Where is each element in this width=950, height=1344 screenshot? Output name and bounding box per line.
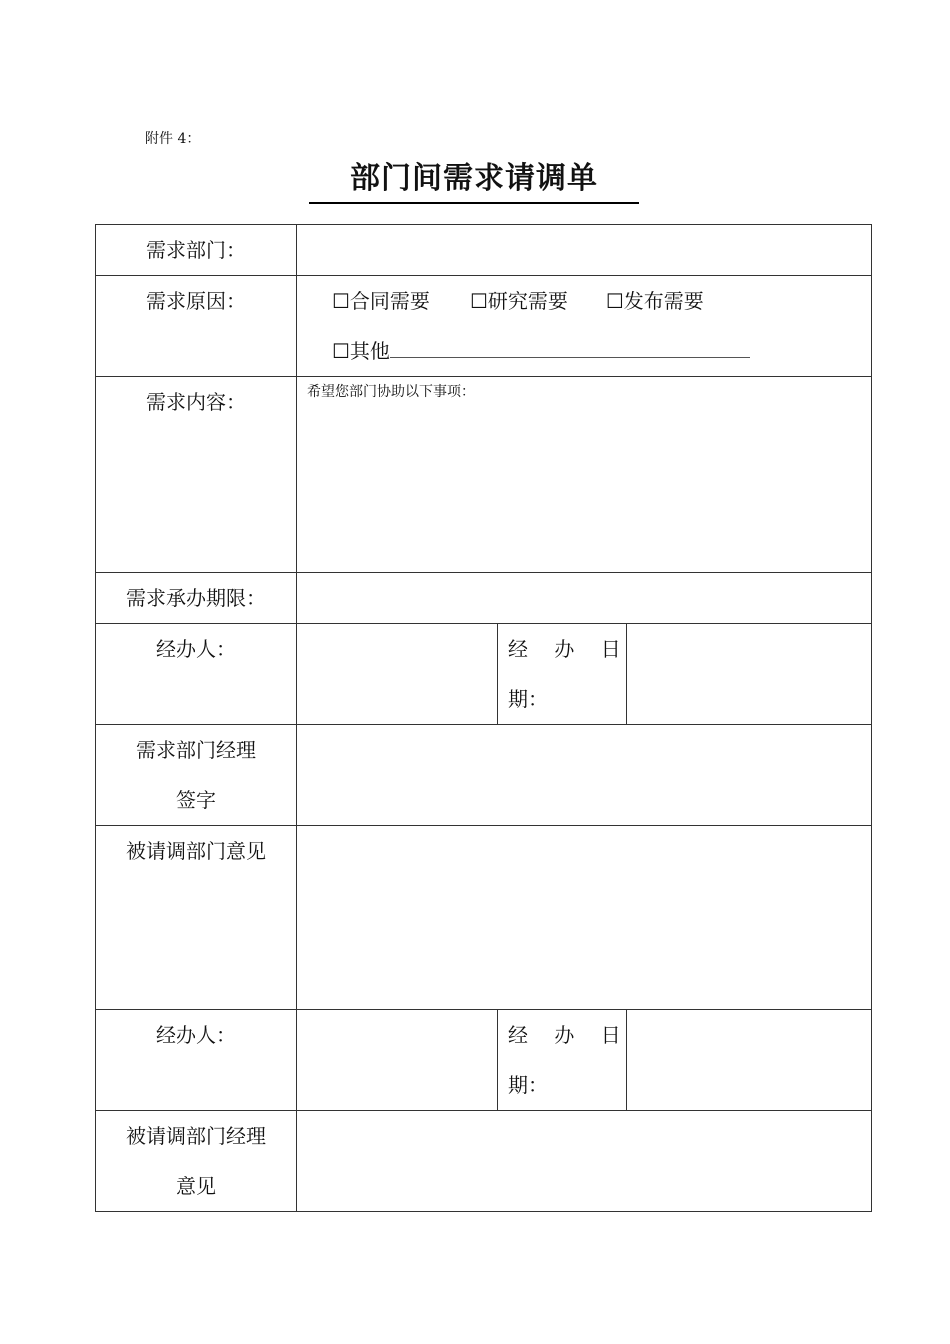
requested-opinion-label: 被请调部门意见 — [96, 826, 297, 1010]
handle-date2-char-1: 经 — [508, 1023, 528, 1047]
handle-date-char-1: 经 — [508, 637, 528, 661]
deadline-label: 需求承办期限： — [96, 573, 297, 624]
handle-date-field[interactable] — [627, 624, 872, 725]
manager-sign-field[interactable] — [297, 725, 872, 826]
content-label: 需求内容： — [96, 377, 297, 573]
manager-sign-line1: 需求部门经理 — [136, 738, 256, 762]
manager-sign-label — [96, 725, 297, 826]
requested-manager-line2: 意见 — [176, 1174, 216, 1198]
content-field[interactable] — [297, 377, 872, 573]
demand-dept-label: 需求部门： — [96, 225, 297, 276]
handler-label: 经办人： — [96, 624, 297, 725]
requested-opinion-field[interactable] — [297, 826, 872, 1010]
handle-date2-field[interactable] — [627, 1010, 872, 1111]
handle-date2-char-2: 办 — [554, 1023, 575, 1047]
requested-manager-field[interactable] — [297, 1111, 872, 1212]
option-research[interactable]: ☐研究需要 — [469, 289, 568, 313]
handle-date-char-3: 日 — [600, 637, 621, 661]
deadline-field[interactable] — [297, 573, 872, 624]
handler2-label: 经办人： — [96, 1010, 297, 1111]
handler-field[interactable] — [297, 624, 498, 725]
handle-date-char-2: 办 — [554, 637, 575, 661]
requested-manager-line1: 被请调部门经理 — [126, 1124, 266, 1148]
option-publish[interactable]: ☐发布需要 — [605, 289, 704, 313]
option-contract[interactable]: ☐合同需要 — [332, 289, 430, 313]
reason-label: 需求原因： — [96, 276, 297, 377]
requested-manager-label — [96, 1111, 297, 1212]
handle-date2-char-3: 日 — [600, 1023, 621, 1047]
handle-date-char-4: 期： — [508, 687, 548, 711]
handle-date2-char-4: 期： — [508, 1073, 548, 1097]
option-other[interactable]: ☐其他 — [332, 339, 390, 363]
other-underline[interactable] — [390, 339, 750, 358]
handle-date-label — [498, 624, 627, 725]
reason-options — [297, 276, 872, 377]
manager-sign-line2: 签字 — [176, 788, 216, 812]
request-form-table — [95, 224, 872, 1212]
handler2-field[interactable] — [297, 1010, 498, 1111]
demand-dept-field[interactable] — [297, 225, 872, 276]
content-hint: 希望您部门协助以下事项： — [307, 384, 475, 400]
form-title: 部门间需求请调单 — [309, 158, 639, 204]
attachment-label: 附件 4： — [145, 131, 201, 147]
handle-date2-label — [498, 1010, 627, 1111]
